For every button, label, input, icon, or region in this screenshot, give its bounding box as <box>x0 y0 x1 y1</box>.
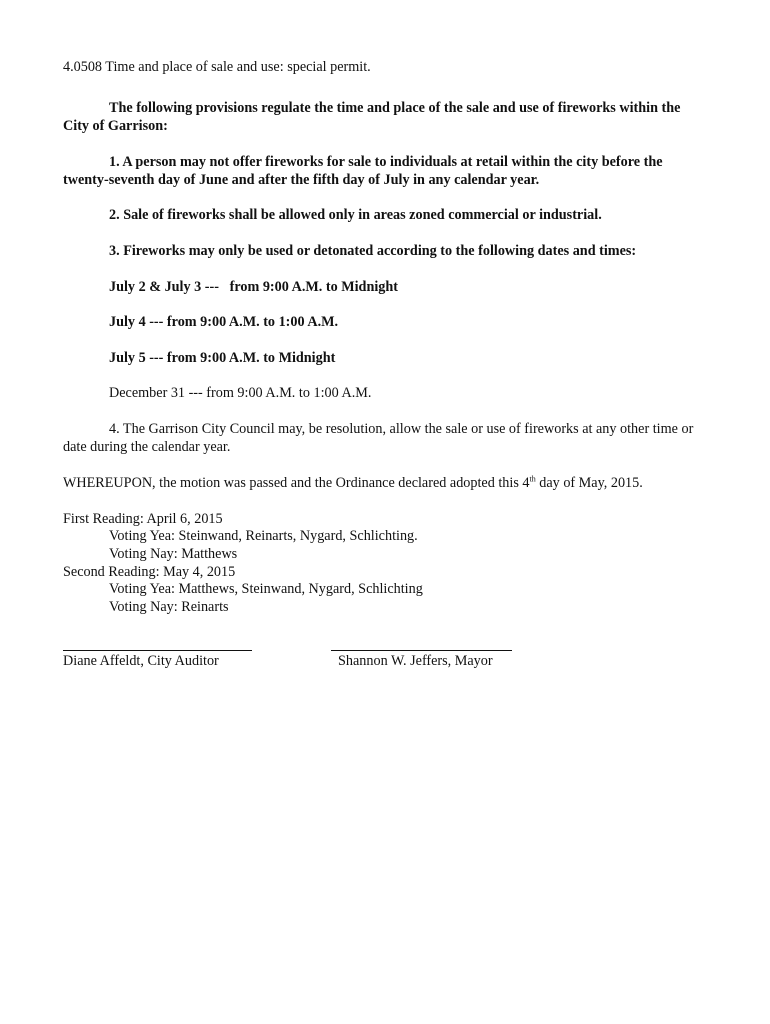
provision-2: 2. Sale of fireworks shall be allowed only in areas zoned commercial or industrial. <box>109 207 602 223</box>
intro-paragraph: The following provisions regulate the time and place of the sale and use of fireworks within the City of Garrison: <box>63 100 681 134</box>
whereupon-text-start: WHEREUPON, the motion was passed and the Ordinance declared adopted this 4 <box>63 475 530 491</box>
schedule-july-2-3: July 2 & July 3 --- from 9:00 A.M. to Midnight <box>109 279 398 295</box>
first-reading-yea: Voting Yea: Steinwand, Reinarts, Nygard, Schlichting. <box>109 528 418 544</box>
second-reading-yea: Voting Yea: Matthews, Steinwand, Nygard, Schlichting <box>109 581 423 597</box>
first-reading: First Reading: April 6, 2015 <box>63 511 223 527</box>
whereupon-ordinal-suffix: th <box>529 474 536 484</box>
provision-3: 3. Fireworks may only be used or detonated according to the following dates and times: <box>109 243 637 259</box>
schedule-july-4: July 4 --- from 9:00 A.M. to 1:00 A.M. <box>109 314 339 330</box>
schedule-july-5: July 5 --- from 9:00 A.M. to Midnight <box>109 350 336 366</box>
provision-4: 4. The Garrison City Council may, be resolution, allow the sale or use of fireworks at any other time or date during the calendar year. <box>63 421 694 455</box>
whereupon-statement <box>63 474 713 492</box>
second-reading: Second Reading: May 4, 2015 <box>63 564 236 580</box>
mayor-signature-name: Shannon W. Jeffers, Mayor <box>338 653 493 669</box>
whereupon-text-end: day of May, 2015. <box>535 475 643 491</box>
auditor-signature-name: Diane Affeldt, City Auditor <box>63 653 219 669</box>
provision-1: 1. A person may not offer fireworks for sale to individuals at retail within the city before the twenty-seventh day of June and after the fifth day of July in any calendar year. <box>63 154 663 188</box>
schedule-dec-31: December 31 --- from 9:00 A.M. to 1:00 A.M. <box>109 385 372 401</box>
mayor-signature-line <box>331 650 512 651</box>
section-heading: 4.0508 Time and place of sale and use: special permit. <box>63 59 371 75</box>
auditor-signature-line <box>63 650 252 651</box>
first-reading-nay: Voting Nay: Matthews <box>109 546 238 562</box>
second-reading-nay: Voting Nay: Reinarts <box>109 599 229 615</box>
